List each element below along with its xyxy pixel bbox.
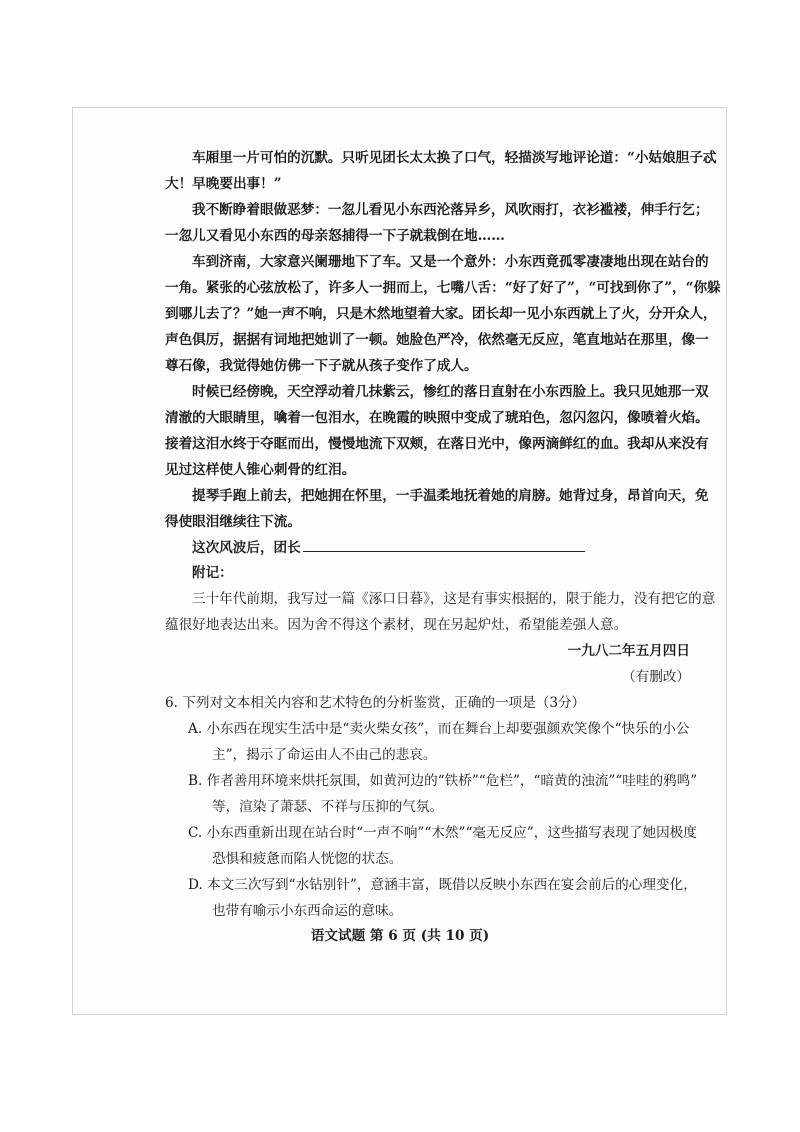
passage-line-with-blank: [192, 539, 585, 556]
passage-line: 时候已经傍晚，天空浮动着几抹紫云，惨红的落日直射在小东西脸上。我只见她那一双: [192, 384, 709, 400]
date-line: 一九八二年五月四日: [567, 643, 690, 659]
passage-line: 一角。紧张的心弦放松了，许多人一拥而上，七嘴八舌：“好了好了”，“可找到你了”，“你躲: [165, 280, 721, 296]
passage-line: 见过这样使人锥心刺骨的红泪。: [165, 462, 356, 478]
passage-line: 清澈的大眼睛里，噙着一包泪水，在晚霞的映照中变成了琥珀色，忽闪忽闪，像喷着火焰。: [165, 410, 709, 426]
option-c-line: C. 小东西重新出现在站台时“一声不响”“木然”“毫无反应”，这些描写表现了她因极度: [188, 825, 697, 841]
passage-line: 声色俱厉，据据有词地把她训了一顿。她脸色严冷，依然毫无反应，笔直地站在那里，像一: [165, 332, 709, 348]
note-heading: 附记：: [192, 565, 233, 581]
question-stem: 6. 下列对文本相关内容和艺术特色的分析鉴赏，正确的一项是（3分）: [165, 695, 586, 711]
edited-note: （有删改）: [622, 669, 690, 685]
option-d-line: D. 本文三次写到“水钻别针”，意涵丰富，既借以反映小东西在宴会前后的心理变化，: [188, 877, 697, 893]
note-line: 三十年代前期，我写过一篇《涿口日暮》，这是有事实根据的，限于能力，没有把它的意: [192, 591, 716, 607]
option-c-line: 恐惧和疲惫而陷人恍惚的状态。: [212, 851, 403, 867]
passage-line: 提琴手跑上前去，把她拥在怀里，一手温柔地抚着她的肩膀。她背过身，昂首向天，免: [192, 488, 709, 504]
passage-line: 接着这泪水终于夺眶而出，慢慢地流下双颊，在落日光中，像两滴鲜红的血。我却从来没有: [165, 436, 709, 452]
option-d-line: 也带有喻示小东西命运的意味。: [212, 903, 403, 919]
passage-line: 得使眼泪继续往下流。: [165, 514, 301, 530]
answer-blank[interactable]: [303, 539, 585, 552]
page-footer: 语文试题 第 6 页 (共 10 页): [310, 928, 490, 944]
passage-line: 到哪儿去了？”她一声不响，只是木然地望着大家。团长却一见小东西就上了火，分开众人，: [165, 306, 717, 322]
passage-blank-prefix: 这次风波后，团长: [192, 540, 301, 556]
passage-line: 我不断睁着眼做恶梦：一忽儿看见小东西沦落异乡，风吹雨打，衣衫褴褛，伸手行乞；: [192, 202, 709, 218]
option-a-line: A. 小东西在现实生活中是“卖火柴女孩”，而在舞台上却要强颜欢笑像个“快乐的小公: [188, 721, 690, 737]
option-a-line: 主”，揭示了命运由人不由己的悲哀。: [212, 747, 437, 763]
passage-line: 车厢里一片可怕的沉默。只听见团长太太换了口气，轻描淡写地评论道：“小姑娘胆子忒: [192, 150, 717, 166]
option-b-line: 等，渲染了萧瑟、不祥与压抑的气氛。: [212, 799, 444, 815]
passage-line: 一忽儿又看见小东西的母亲怒捕得一下子就栽倒在地……: [165, 228, 505, 244]
option-b-line: B. 作者善用环境来烘托氛围，如黄河边的“铁桥”“危栏”，“暗黄的浊流”“哇哇的鸦鸣”: [188, 773, 698, 789]
passage-line: 车到济南，大家意兴阑珊地下了车。又是一个意外：小东西竟孤零凄凄地出现在站台的: [192, 254, 709, 270]
passage-line: 尊石像，我觉得她仿佛一下子就从孩子变作了成人。: [165, 358, 478, 374]
passage-line: 大！早晚要出事！”: [165, 176, 282, 192]
note-line: 蕴很好地表达出来。因为舍不得这个素材，现在另起炉灶，希望能差强人意。: [165, 617, 628, 633]
